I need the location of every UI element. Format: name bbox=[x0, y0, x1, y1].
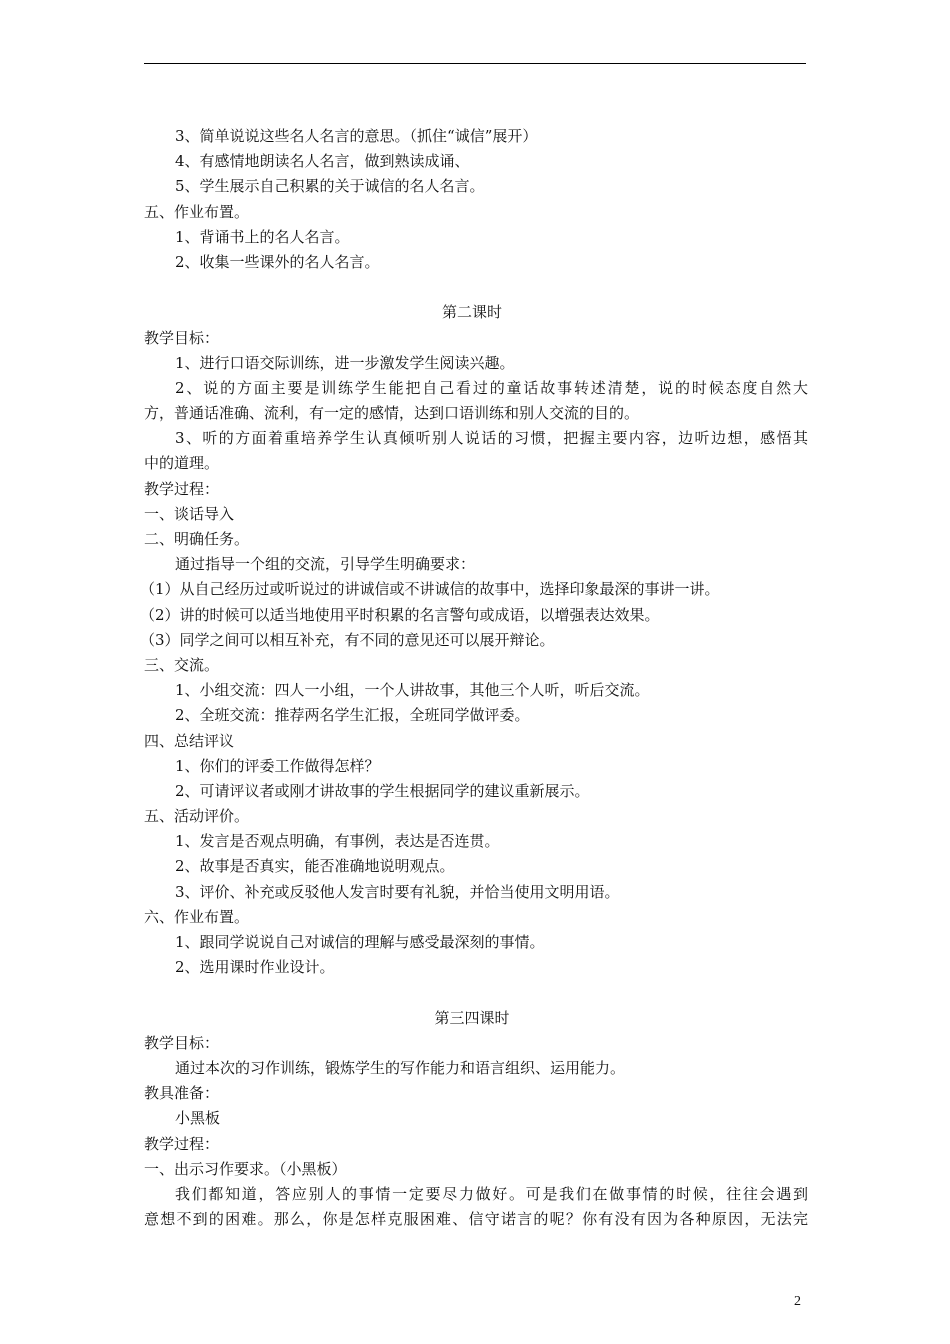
page-number: 2 bbox=[794, 1294, 801, 1309]
text-line: 四、总结评议 bbox=[144, 731, 235, 750]
text-line: 教学过程： bbox=[144, 1134, 220, 1153]
text-line: 5、学生展示自己积累的关于诚信的名人名言。 bbox=[175, 177, 485, 196]
text-line: 1、发言是否观点明确，有事例，表达是否连贯。 bbox=[175, 832, 500, 851]
text-line: 2、选用课时作业设计。 bbox=[175, 958, 335, 977]
text-line: 1、跟同学说说自己对诚信的理解与感受最深刻的事情。 bbox=[175, 933, 545, 951]
text-line: 1、进行口语交际训练，进一步激发学生阅读兴趣。 bbox=[175, 353, 515, 372]
section-heading: 第二课时 bbox=[441, 303, 502, 322]
text-line: 2、说的方面主要是训练学生能把自己看过的童话故事转述清楚，说的时候态度自然大 bbox=[175, 378, 808, 397]
text-line: 教学目标： bbox=[144, 328, 220, 347]
text-line: 3、评价、补充或反驳他人发言时要有礼貌，并恰当使用文明用语。 bbox=[175, 882, 620, 901]
blank-line bbox=[144, 275, 808, 300]
section-heading: 第三四课时 bbox=[434, 1008, 510, 1027]
text-line: （3）同学之间可以相互补充，有不同的意见还可以展开辩论。 bbox=[140, 630, 555, 649]
text-line: 六、作业布置。 bbox=[144, 907, 250, 926]
text-line: 教学目标： bbox=[144, 1033, 220, 1052]
text-line: 方，普通话准确、流利，有一定的感情，达到口语训练和别人交流的目的。 bbox=[144, 404, 640, 423]
text-line: 教具准备： bbox=[144, 1084, 220, 1103]
text-line: 2、可请评议者或刚才讲故事的学生根据同学的建议重新展示。 bbox=[175, 781, 590, 800]
blank-line bbox=[144, 980, 808, 1005]
text-line: 1、小组交流：四人一小组，一个人讲故事，其他三个人听，听后交流。 bbox=[175, 681, 650, 700]
text-line: 二、明确任务。 bbox=[144, 530, 250, 548]
header-rule bbox=[144, 63, 806, 64]
text-line: 一、谈话导入 bbox=[144, 504, 235, 523]
text-line: 我们都知道，答应别人的事情一定要尽力做好。可是我们在做事情的时候，往往会遇到 bbox=[175, 1184, 808, 1203]
text-line: （1）从自己经历过或听说过的讲诚信或不讲诚信的故事中，选择印象最深的事讲一讲。 bbox=[140, 580, 720, 599]
text-line: 1、背诵书上的名人名言。 bbox=[175, 227, 350, 246]
text-line: 教学过程： bbox=[144, 479, 220, 498]
text-line: 4、有感情地朗读名人名言，做到熟读成诵、 bbox=[175, 152, 470, 171]
text-line: 一、出示习作要求。（小黑板） bbox=[144, 1159, 347, 1178]
text-line: 中的道理。 bbox=[144, 454, 220, 473]
text-line: 意想不到的困难。那么，你是怎样克服困难、信守诺言的呢？你有没有因为各种原因，无法完 bbox=[144, 1210, 808, 1229]
text-line: 通过本次的习作训练，锻炼学生的写作能力和语言组织、运用能力。 bbox=[175, 1058, 626, 1077]
text-line: 2、故事是否真实，能否准确地说明观点。 bbox=[175, 857, 455, 876]
text-line: 通过指导一个组的交流，引导学生明确要求： bbox=[175, 555, 476, 574]
document-body bbox=[140, 124, 808, 1232]
text-line: 2、全班交流：推荐两名学生汇报，全班同学做评委。 bbox=[175, 706, 530, 725]
text-line: 三、交流。 bbox=[144, 655, 220, 674]
text-line: 小黑板 bbox=[175, 1109, 221, 1128]
text-line: 1、你们的评委工作做得怎样？ bbox=[175, 756, 380, 775]
text-line: 3、听的方面着重培养学生认真倾听别人说话的习惯，把握主要内容，边听边想，感悟其 bbox=[175, 429, 808, 448]
text-line: 3、简单说说这些名人名言的意思。（抓住“诚信”展开） bbox=[175, 127, 538, 145]
text-line: 五、活动评价。 bbox=[144, 807, 250, 826]
text-line: 2、收集一些课外的名人名言。 bbox=[175, 252, 380, 271]
text-line: （2）讲的时候可以适当地使用平时积累的名言警句或成语，以增强表达效果。 bbox=[140, 605, 660, 624]
text-line: 五、作业布置。 bbox=[144, 202, 250, 221]
